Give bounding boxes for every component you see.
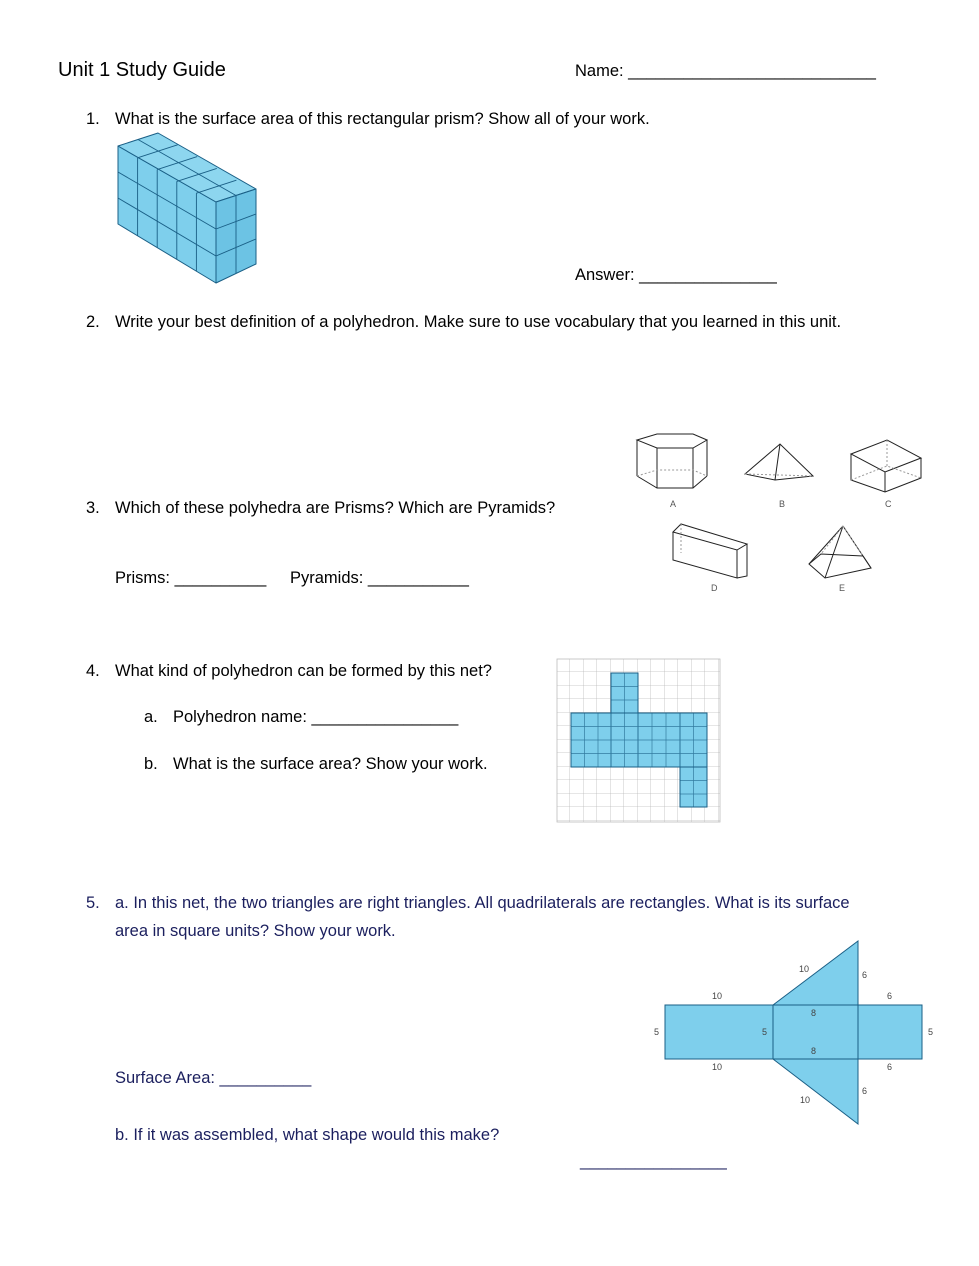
prisms-field[interactable]: Prisms: __________ — [115, 569, 267, 587]
dim-eight-top: 8 — [811, 1008, 817, 1018]
page-title: Unit 1 Study Guide — [58, 59, 226, 81]
hexagonal-prism-a — [637, 434, 707, 488]
dim-six-tri-bottom: 6 — [862, 1086, 868, 1096]
q5-number: 5. — [86, 894, 100, 912]
q2-number: 2. — [86, 313, 100, 331]
pyramid-e — [809, 526, 871, 578]
dim-six-bottom-right: 6 — [887, 1062, 893, 1072]
rectangular-prism-c — [851, 440, 921, 492]
q3-number: 3. — [86, 499, 100, 517]
triangular-prism-d — [673, 524, 747, 578]
q1-number: 1. — [86, 110, 100, 128]
q1-text: What is the surface area of this rectangular prism? Show all of your work. — [115, 110, 650, 128]
dim-hyp-bottom: 10 — [800, 1095, 811, 1105]
q5-text-line1: a. In this net, the two triangles are right triangles. All quadrilaterals are rectangles. What is its surface — [115, 894, 850, 912]
q5-text-line2: area in square units? Show your work. — [115, 922, 396, 940]
polyhedra-figures — [625, 428, 935, 598]
q4-text: What kind of polyhedron can be formed by this net? — [115, 662, 492, 680]
dim-eight-bottom: 8 — [811, 1046, 817, 1056]
dim-top-left: 10 — [712, 991, 723, 1001]
surface-area-field[interactable]: Surface Area: __________ — [115, 1069, 312, 1087]
label-c: C — [885, 499, 892, 509]
label-b: B — [779, 499, 786, 509]
dim-left: 5 — [654, 1027, 660, 1037]
q4b-text: What is the surface area? Show your work. — [173, 755, 488, 773]
rectangular-prism-figure — [110, 128, 265, 288]
label-e: E — [839, 583, 846, 593]
dim-six-top-right: 6 — [887, 991, 893, 1001]
q5b-answer-field[interactable]: ________________ — [580, 1152, 727, 1170]
pyramids-field[interactable]: Pyramids: ___________ — [290, 569, 469, 587]
q4a-number: a. — [144, 708, 158, 726]
dim-right: 5 — [928, 1027, 934, 1037]
q2-text: Write your best definition of a polyhedron. Make sure to use vocabulary that you learned in this unit. — [115, 313, 842, 331]
pyramid-b — [745, 444, 813, 480]
q4-number: 4. — [86, 662, 100, 680]
cube-net-grid — [556, 658, 722, 824]
dim-bottom-left: 10 — [712, 1062, 723, 1072]
triangular-prism-net — [645, 935, 945, 1130]
q5b-text: b. If it was assembled, what shape would this make? — [115, 1126, 500, 1144]
label-a: A — [670, 499, 677, 509]
dim-mid: 5 — [762, 1027, 768, 1037]
q3-text: Which of these polyhedra are Prisms? Which are Pyramids? — [115, 499, 556, 517]
q4b-number: b. — [144, 755, 158, 773]
label-d: D — [711, 583, 718, 593]
dim-six-tri-top: 6 — [862, 970, 868, 980]
q1-answer-field[interactable]: Answer: _______________ — [575, 266, 777, 284]
name-field[interactable]: Name: ___________________________ — [575, 62, 876, 80]
polyhedron-name-field[interactable]: Polyhedron name: ________________ — [173, 708, 459, 726]
dim-hyp-top: 10 — [799, 964, 810, 974]
